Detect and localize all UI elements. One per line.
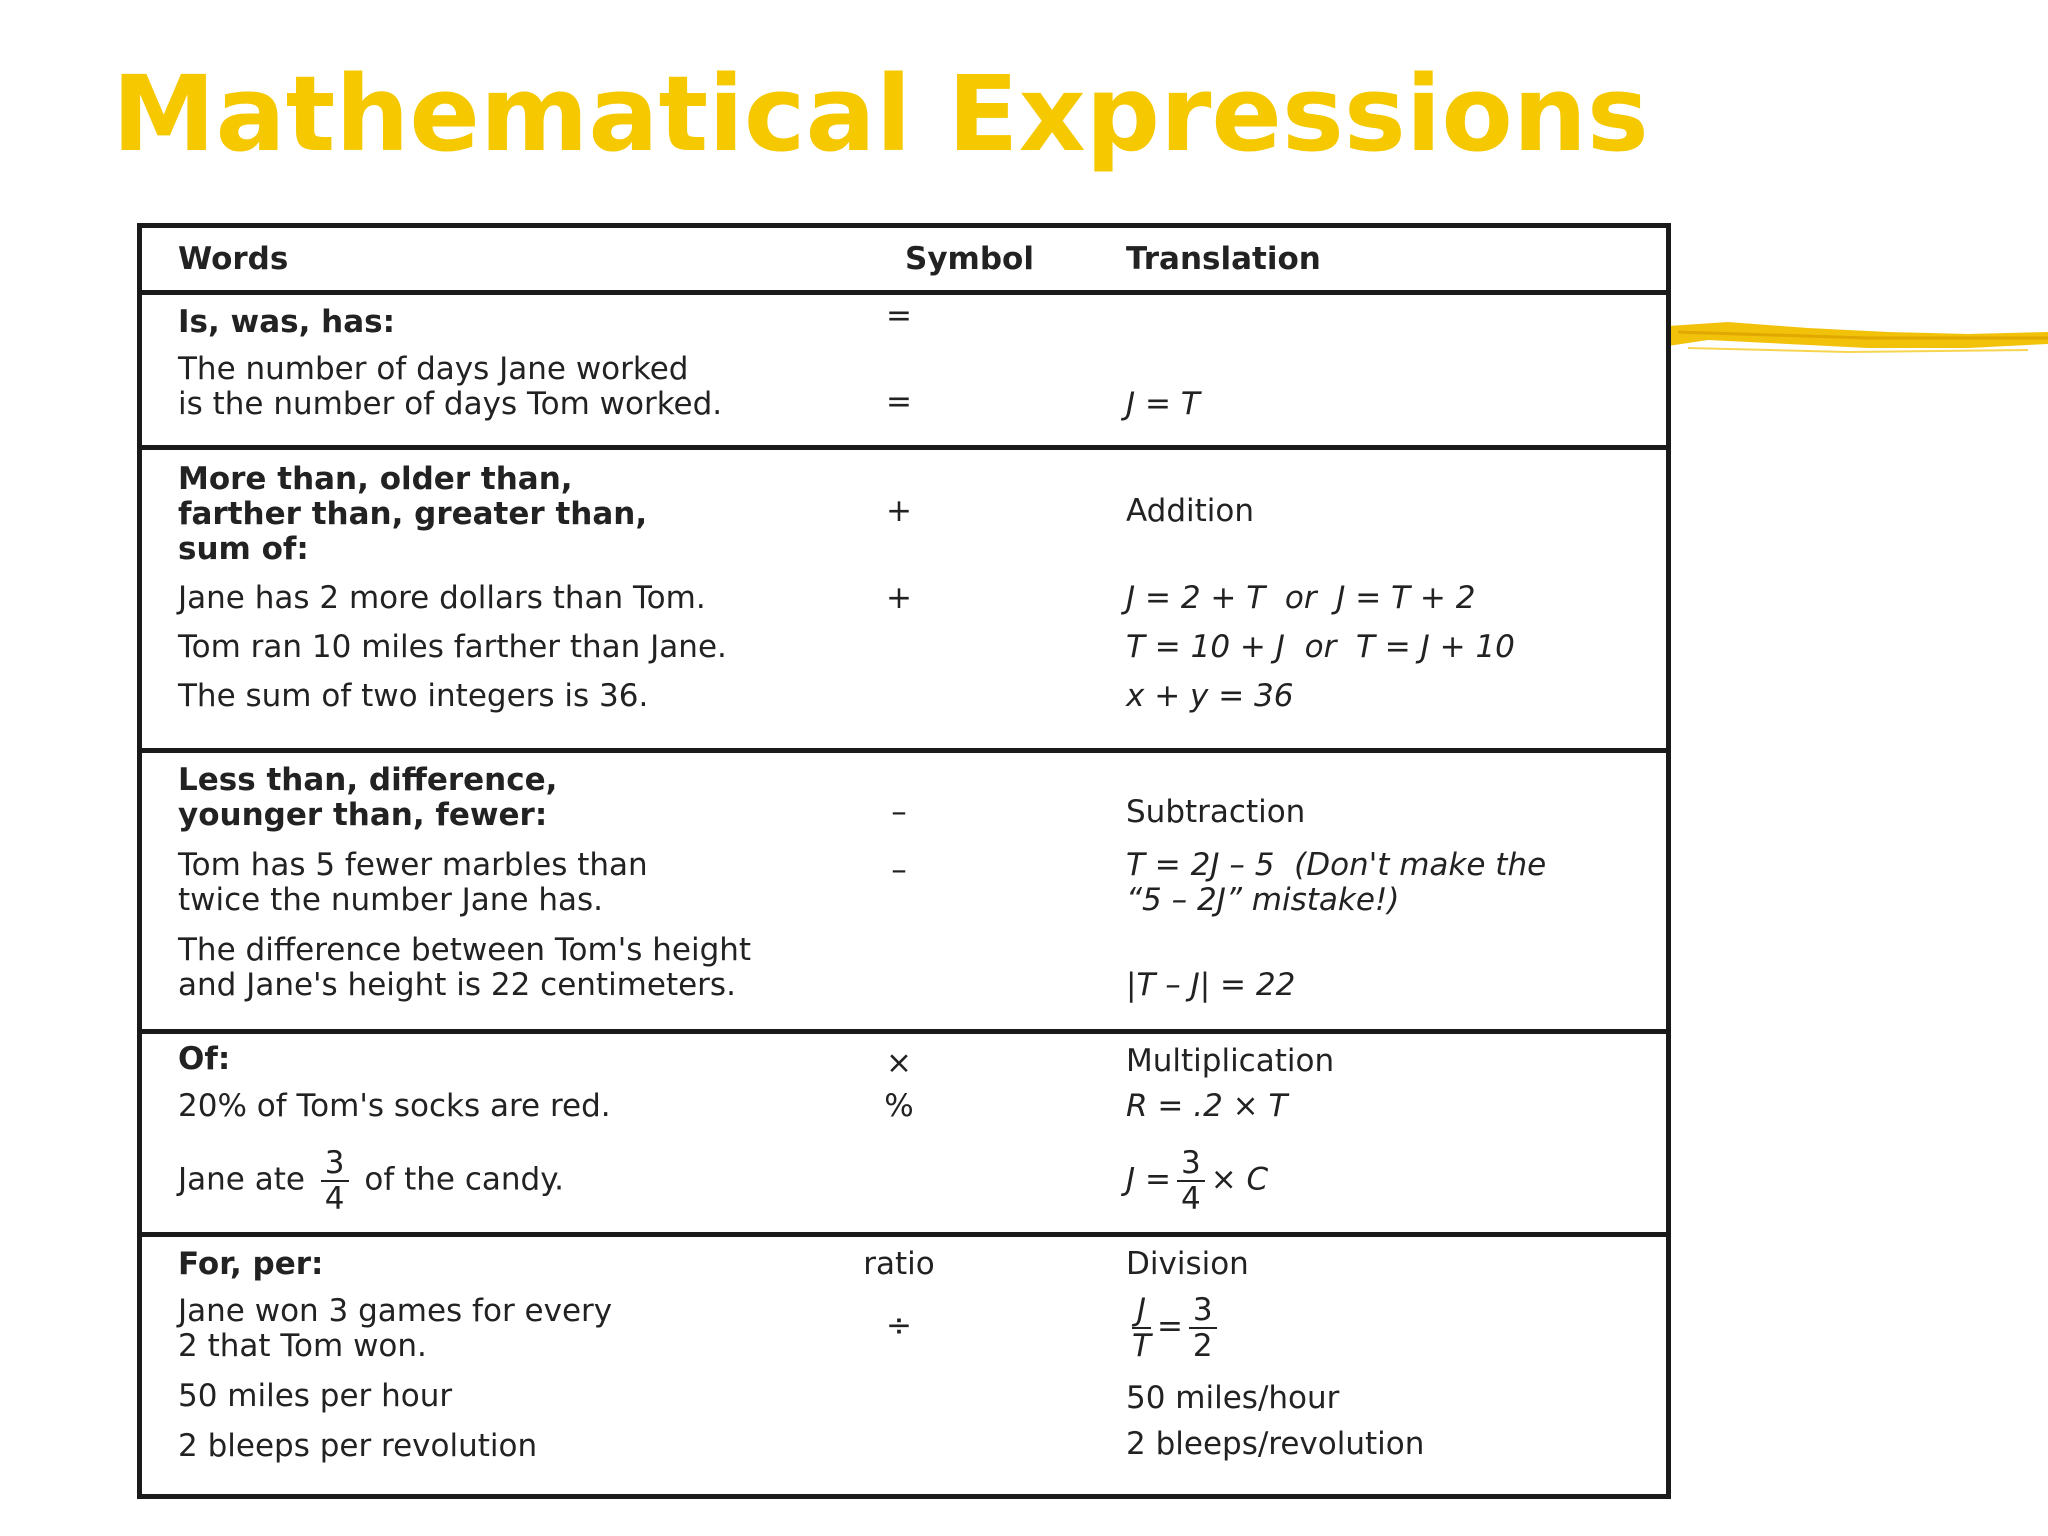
section-heading: More than, older than, xyxy=(178,461,573,497)
example-words-fraction xyxy=(178,1146,564,1216)
section-addition xyxy=(142,450,1666,748)
section-heading: younger than, fewer: xyxy=(178,797,548,833)
example-words: The number of days Jane worked xyxy=(178,351,689,387)
example-translation: J = 2 + T or J = T + 2 xyxy=(1126,580,1476,616)
example-words: and Jane's height is 22 centimeters. xyxy=(178,967,736,1003)
example-words: is the number of days Tom worked. xyxy=(178,386,723,422)
section-translation: Multiplication xyxy=(1126,1043,1335,1079)
example-translation: 2 bleeps/revolution xyxy=(1126,1426,1425,1462)
section-symbol: ratio xyxy=(863,1246,935,1282)
header-translation: Translation xyxy=(1126,241,1321,277)
header-symbol: Symbol xyxy=(905,241,1034,277)
example-translation: T = 10 + J or T = J + 10 xyxy=(1126,629,1515,665)
fraction-j-over-t: $\frac{J}{T}$ xyxy=(1132,1292,1151,1364)
example-words: 2 that Tom won. xyxy=(178,1328,427,1364)
example-translation: “5 – 2J” mistake!) xyxy=(1126,882,1400,918)
section-symbol: × xyxy=(886,1045,912,1081)
example-words: Tom ran 10 miles farther than Jane. xyxy=(178,629,727,665)
example-words: Jane won 3 games for every xyxy=(178,1293,613,1329)
example-symbol: ÷ xyxy=(886,1308,912,1344)
section-multiplication xyxy=(142,1034,1666,1232)
table-header xyxy=(142,228,1666,290)
example-words: Jane has 2 more dollars than Tom. xyxy=(178,580,706,616)
section-heading: Of: xyxy=(178,1041,231,1077)
section-equals xyxy=(142,295,1666,445)
section-translation: Addition xyxy=(1126,493,1255,529)
example-translation: 50 miles/hour xyxy=(1126,1380,1340,1416)
section-translation: Subtraction xyxy=(1126,794,1306,830)
example-words: twice the number Jane has. xyxy=(178,882,604,918)
example-words: 50 miles per hour xyxy=(178,1378,453,1414)
slide-title: Mathematical Expressions xyxy=(112,53,1649,175)
expressions-table xyxy=(137,223,1671,1499)
example-words: The difference between Tom's height xyxy=(178,932,752,968)
section-heading: sum of: xyxy=(178,531,309,567)
example-translation: J = T xyxy=(1126,386,1200,422)
example-symbol: – xyxy=(891,852,907,888)
header-words: Words xyxy=(178,241,289,277)
section-heading: Less than, difference, xyxy=(178,762,558,798)
example-translation: |T – J| = 22 xyxy=(1126,967,1296,1003)
example-symbol: + xyxy=(886,580,912,616)
example-symbol: % xyxy=(884,1088,914,1124)
fraction-prefix: Jane ate xyxy=(178,1161,305,1198)
yellow-brush-stroke-decoration xyxy=(1668,318,2048,364)
example-translation: T = 2J – 5 (Don't make the xyxy=(1126,847,1547,883)
example-symbol: = xyxy=(886,384,912,420)
example-words: 20% of Tom's socks are red. xyxy=(178,1088,611,1124)
fraction-three-quarters: $\frac{3}{4}$ xyxy=(1177,1146,1205,1216)
section-subtraction xyxy=(142,753,1666,1029)
example-translation-fraction: J = $\frac{3}{4}$ × C xyxy=(1126,1145,1269,1217)
fraction-suffix: of the candy. xyxy=(364,1161,564,1198)
section-heading: farther than, greater than, xyxy=(178,496,648,532)
example-translation-fraction: $\frac{J}{T}$ = $\frac{3}{2}$ xyxy=(1126,1293,1223,1363)
example-translation: R = .2 × T xyxy=(1126,1088,1288,1124)
fraction-three-quarters: $\frac{3}{4}$ xyxy=(321,1146,349,1216)
example-words: The sum of two integers is 36. xyxy=(178,678,649,714)
example-words: 2 bleeps per revolution xyxy=(178,1428,538,1464)
section-symbol: = xyxy=(886,298,912,334)
fraction-three-halves: $\frac{3}{2}$ xyxy=(1189,1293,1217,1363)
section-symbol: + xyxy=(886,493,912,529)
section-heading: For, per: xyxy=(178,1246,324,1282)
example-words: Tom has 5 fewer marbles than xyxy=(178,847,648,883)
example-translation: x + y = 36 xyxy=(1126,678,1294,714)
section-translation: Division xyxy=(1126,1246,1249,1282)
section-symbol: – xyxy=(891,794,907,830)
section-division xyxy=(142,1237,1666,1495)
section-heading: Is, was, has: xyxy=(178,304,395,340)
